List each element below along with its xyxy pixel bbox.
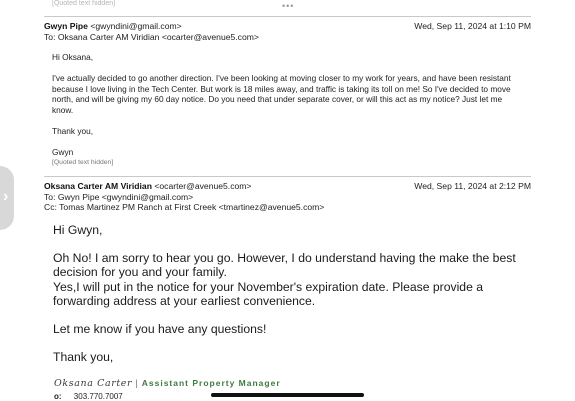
message2-cc: Cc: Tomas Martinez PM Ranch at First Creek <tmartinez@avenue5.com> <box>44 202 325 212</box>
message1-recipients: To: Oksana Carter AM Viridian <ocarter@avenue5.com> <box>44 31 259 42</box>
signature-name: Oksana Carter <box>54 378 133 389</box>
message1-date: Wed, Sep 11, 2024 at 1:10 PM <box>414 21 531 31</box>
message1-body <box>52 52 522 168</box>
phone-number[interactable]: 303.770.7007 <box>73 392 123 401</box>
message1-signature: Gwyn <box>52 147 74 158</box>
message-divider <box>44 16 531 17</box>
message1-paragraph: I've actually decided to go another direction. I've been looking at moving closer to my work for years, and have been resistant because I love living in the Tech Center. But work is 18 miles away, and traffic is taking its toll on me! So I've decided to move north, and will be giving my 60 day notice. Do you need that under separate cover, or will this act as my notice? Just let me know. <box>52 73 511 115</box>
message2-header <box>44 181 531 213</box>
message2-recipients: To: Gwyn Pipe <gwyndini@gmail.com> <box>44 191 194 202</box>
message1-greeting: Hi Oksana, <box>52 52 94 62</box>
message2-paragraph: Let me know if you have any questions! <box>53 322 267 337</box>
message2-sender-email[interactable]: <ocarter@avenue5.com> <box>154 181 252 191</box>
message2-greeting: Hi Gwyn, <box>53 223 103 237</box>
message1-header <box>44 21 531 42</box>
show-trimmed-content-button[interactable]: ••• <box>282 1 295 11</box>
email-signature <box>54 378 281 389</box>
message1-closing: Thank you, <box>52 125 94 136</box>
message2-date: Wed, Sep 11, 2024 at 2:12 PM <box>414 181 531 191</box>
message1-sender-name[interactable]: Gwyn Pipe <box>44 21 88 31</box>
message2-body <box>53 223 518 378</box>
chevron-right-icon: › <box>3 188 9 205</box>
quoted-text-hidden-top[interactable]: [Quoted text hidden] <box>52 0 116 7</box>
message-divider <box>44 176 531 177</box>
message2-paragraph: Yes,I will put in the notice for your November's expiration date. Please provide a forwarding address at your earliest convenience. <box>53 279 484 308</box>
phone-label: o: <box>54 392 62 401</box>
message2-closing: Thank you, <box>53 350 114 365</box>
side-panel-handle[interactable] <box>0 166 14 230</box>
signature-separator: | <box>135 378 139 389</box>
message2-paragraph: Oh No! I am sorry to hear you go. However, I do understand having the make the best decision for you and your family. <box>53 251 516 280</box>
home-indicator[interactable] <box>211 393 364 397</box>
quoted-text-hidden[interactable]: [Quoted text hidden] <box>52 158 114 166</box>
signature-title: Assistant Property Manager <box>141 378 281 388</box>
message2-sender-name[interactable]: Oksana Carter AM Viridian <box>44 181 152 191</box>
message1-sender-email[interactable]: <gwyndini@gmail.com> <box>90 21 182 31</box>
